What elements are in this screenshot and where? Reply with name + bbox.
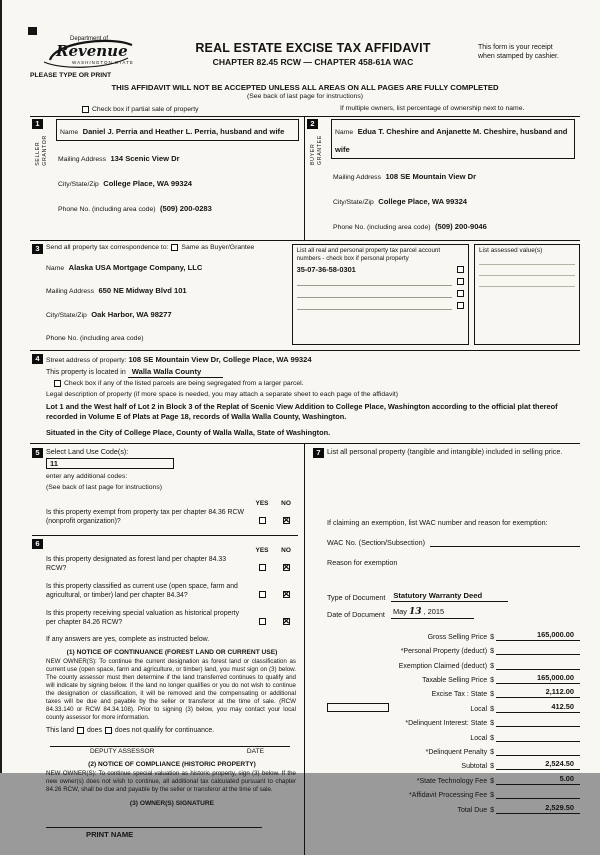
- fee-label: Taxable Selling Price: [422, 677, 488, 684]
- historic-yes-checkbox[interactable]: [259, 618, 266, 625]
- yes-no-header-5: [46, 500, 298, 507]
- if-yes-note: If any answers are yes, complete as instructed below.: [46, 635, 210, 643]
- land-use-section: [32, 447, 298, 528]
- affidavit-processing-fee-value[interactable]: [496, 797, 580, 799]
- exemption-prompt: If claiming an exemption, list WAC number and reason for exemption:: [327, 518, 548, 528]
- parcel-numbers-box: [292, 244, 469, 345]
- fee-row-exemption-claimed: [327, 655, 580, 669]
- forest-no-checkbox[interactable]: [283, 564, 290, 571]
- title-block: [148, 34, 478, 67]
- dollar-sign: $: [490, 806, 494, 814]
- dollar-sign: $: [490, 792, 494, 800]
- delinquent-interest-state-value[interactable]: [496, 725, 580, 727]
- correspondence-mailing-label: Mailing Address: [46, 288, 94, 295]
- correspondence-city-value: Oak Harbor, WA 98277: [91, 309, 172, 319]
- form-header: [30, 34, 580, 82]
- type-of-document-value[interactable]: Statutory Warranty Deed: [391, 591, 508, 602]
- parcel-1-personal-checkbox[interactable]: [457, 266, 464, 273]
- fee-row-local: [327, 698, 580, 712]
- dollar-sign: $: [490, 720, 494, 728]
- fee-row-delinquent-penalty: [327, 742, 580, 756]
- correspondence-mailing-field[interactable]: [46, 280, 284, 298]
- parcel-row-2: [297, 276, 464, 287]
- seller-name-label: Name: [60, 129, 79, 136]
- seller-city-value: College Place, WA 99324: [103, 179, 193, 188]
- fee-label: Excise Tax : State: [431, 691, 488, 699]
- seller-city-field[interactable]: [56, 173, 299, 191]
- excise-tax-state-value[interactable]: 2,112.00: [496, 687, 580, 698]
- seller-name-value: Daniel J. Perria and Heather L. Perria, husband and wife: [82, 127, 285, 136]
- fee-label: *Delinquent Interest: State: [405, 720, 488, 728]
- fee-row-processing-fee: [327, 785, 580, 799]
- fee-row-delinquent-interest-local: [327, 727, 580, 741]
- same-as-buyer-checkbox[interactable]: [171, 244, 178, 251]
- receipt-note: [478, 34, 580, 61]
- dollar-sign: $: [490, 763, 494, 771]
- dollar-sign: $: [490, 777, 494, 785]
- dollar-sign: $: [490, 662, 494, 670]
- wac-label: WAC No. (Section/Subsection): [327, 538, 425, 548]
- fee-label: Local: [470, 705, 488, 713]
- correspondence-fields: [46, 244, 292, 345]
- correspondence-phone-label: Phone No. (including area code): [46, 335, 144, 342]
- assessed-value-field[interactable]: [479, 265, 575, 276]
- tax-correspondence-section: [30, 240, 580, 350]
- fee-row-excise-state: [327, 684, 580, 698]
- no-header: NO: [281, 546, 291, 554]
- exempt-yes-checkbox[interactable]: [259, 517, 266, 524]
- seller-section: [30, 117, 305, 240]
- correspondence-phone-field[interactable]: [46, 327, 284, 345]
- personal-property-deduct-value[interactable]: [496, 653, 580, 655]
- print-name-block: [46, 816, 298, 839]
- dollar-sign: $: [490, 748, 494, 756]
- seller-phone-field[interactable]: [56, 198, 299, 216]
- excise-tax-local-value[interactable]: 412.50: [496, 702, 580, 713]
- seller-phone-value: (509) 200-0283: [159, 204, 212, 213]
- lower-columns: [30, 443, 580, 855]
- reason-blank-area[interactable]: [327, 567, 580, 585]
- section-4-number: 4: [32, 354, 43, 364]
- buyer-vertical-text: BUYER: [310, 143, 316, 165]
- buyer-mailing-label: Mailing Address: [333, 174, 381, 181]
- seller-mailing-field[interactable]: [56, 148, 299, 166]
- personal-property-section: [313, 447, 580, 814]
- section-7-number: 7: [313, 448, 324, 458]
- parcel-2-personal-checkbox[interactable]: [457, 278, 464, 285]
- buyer-name-value: Edua T. Cheshire and Anjanette M. Cheshire, husband and wife: [335, 127, 568, 154]
- street-address-label: Street address of property:: [46, 357, 127, 364]
- partial-sale-label: Check box if partial sale of property: [92, 105, 199, 113]
- parcel-row-3: [297, 288, 464, 299]
- parcel-area: [292, 244, 580, 345]
- historic-no-checkbox[interactable]: [283, 618, 290, 625]
- does-not-qualify-checkbox[interactable]: [105, 727, 112, 734]
- correspondence-name-field[interactable]: [46, 257, 284, 275]
- assessed-value-field[interactable]: [479, 254, 575, 265]
- fee-label: Local: [470, 734, 488, 742]
- exempt-question-text: Is this property exempt from property tax per chapter 84.36 RCW (nonprofit organization)?: [46, 508, 244, 525]
- parcel-2-field[interactable]: [297, 277, 452, 286]
- buyer-side-label: [310, 135, 323, 165]
- dollar-sign: $: [490, 633, 494, 641]
- acceptance-warning: THIS AFFIDAVIT WILL NOT BE ACCEPTED UNLESS ALL AREAS ON ALL PAGES ARE FULLY COMPLETED: [111, 83, 499, 92]
- county-value: Walla Walla County: [128, 367, 223, 378]
- personal-property-label: List all personal property (tangible and intangible) included in selling price.: [327, 446, 563, 456]
- send-correspondence-row: [46, 244, 284, 251]
- parties-section: [30, 116, 580, 240]
- segregated-label: Check box if any of the listed parcels are being segregated from a larger parcel.: [64, 380, 304, 387]
- section-5-number: 5: [32, 448, 43, 458]
- print-name-line[interactable]: [46, 816, 262, 828]
- situated-statement: Situated in the City of College Place, County of Walla Walla, State of Washington.: [46, 427, 331, 437]
- please-type-label: PLEASE TYPE OR PRINT: [30, 72, 112, 79]
- logo-dept-text: Department of: [70, 36, 109, 42]
- does-qualify-checkbox[interactable]: [77, 727, 84, 734]
- correspondence-mailing-value: 650 NE Midway Blvd 101: [98, 286, 187, 295]
- forest-question-row: [46, 556, 298, 575]
- fee-row-taxable: [327, 670, 580, 684]
- fee-label: Gross Selling Price: [427, 633, 488, 641]
- county-row: [46, 367, 576, 376]
- partial-sale-row: [82, 104, 580, 114]
- segregated-row: [54, 380, 576, 387]
- parcel-row-1: [297, 264, 464, 275]
- deputy-assessor-label: DEPUTY ASSESSOR: [90, 748, 155, 756]
- section-2-number: 2: [307, 119, 318, 129]
- dollar-sign: $: [490, 705, 494, 713]
- seller-vertical-text: SELLER: [35, 141, 41, 166]
- seller-city-label: City/State/Zip: [58, 181, 99, 188]
- fee-label: Total Due: [457, 806, 488, 814]
- assessed-values-header: List assessed value(s): [479, 247, 543, 254]
- seller-mailing-value: 134 Scenic View Dr: [110, 154, 180, 163]
- grantee-vertical-text: GRANTEE: [317, 135, 323, 165]
- date-of-document-value[interactable]: [391, 607, 474, 619]
- delinquent-penalty-value[interactable]: [496, 754, 580, 756]
- correspondence-name-value: Alaska USA Mortgage Company, LLC: [68, 262, 203, 272]
- date-day-handwritten: 13: [408, 607, 422, 618]
- fee-label: *Personal Property (deduct): [400, 648, 488, 656]
- dollar-sign: $: [490, 648, 494, 656]
- fee-label: Exemption Claimed (deduct): [398, 662, 488, 670]
- fee-row-gross: [327, 626, 580, 640]
- buyer-phone-field[interactable]: [331, 216, 575, 234]
- buyer-section: [305, 117, 580, 240]
- no-header: NO: [281, 499, 291, 507]
- right-column: [305, 444, 580, 855]
- date-month: May: [392, 607, 407, 617]
- date-of-document-label: Date of Document: [327, 610, 385, 620]
- dollar-sign: $: [490, 677, 494, 684]
- type-of-document-label: Type of Document: [327, 593, 386, 603]
- correspondence-city-field[interactable]: [46, 304, 284, 322]
- buyer-city-value: College Place, WA 99324: [378, 197, 468, 206]
- deputy-assessor-row: [46, 747, 298, 755]
- parcel-3-field[interactable]: [297, 289, 452, 298]
- buyer-city-label: City/State/Zip: [333, 199, 374, 206]
- buyer-city-field[interactable]: [331, 191, 575, 209]
- parcel-4-personal-checkbox[interactable]: [457, 302, 464, 309]
- forest-yes-checkbox[interactable]: [259, 564, 266, 571]
- print-name-label: PRINT NAME: [86, 830, 134, 840]
- historic-question-row: [46, 610, 298, 629]
- buyer-name-field[interactable]: [331, 119, 575, 159]
- buyer-phone-value: (509) 200-9046: [434, 222, 487, 231]
- street-address-value: 108 SE Mountain View Dr, College Place, WA 99324: [128, 355, 312, 364]
- deputy-assessor-signature-line[interactable]: [50, 734, 290, 747]
- see-back-note: (See back of last page for instructions): [247, 93, 363, 100]
- partial-sale-checkbox[interactable]: [82, 106, 89, 113]
- property-description-section: [30, 350, 580, 443]
- scan-edge-artifact: [0, 0, 2, 773]
- buyer-mailing-field[interactable]: [331, 166, 575, 184]
- notice-2-title: (2) NOTICE OF COMPLIANCE (HISTORIC PROPERTY): [88, 761, 256, 769]
- fee-row-technology-fee: [327, 770, 580, 784]
- legal-description-label: Legal description of property (if more space is needed, you may attach a separate sheet to each page of the affidavit): [46, 391, 399, 398]
- located-in-label: This property is located in: [46, 369, 126, 376]
- type-of-document-row: [327, 589, 580, 602]
- notice-1-title: (1) NOTICE OF CONTINUANCE (FOREST LAND OR CURRENT USE): [66, 648, 278, 656]
- assessed-value-field[interactable]: [479, 276, 575, 287]
- grantor-vertical-text: GRANTOR: [42, 135, 48, 166]
- section-3-number: 3: [32, 244, 43, 254]
- multiple-owners-note: If multiple owners, list percentage of ownership next to name.: [340, 105, 525, 112]
- correspondence-city-label: City/State/Zip: [46, 311, 87, 319]
- does-not-label: does not qualify for continuance.: [114, 727, 215, 735]
- exempt-no-checkbox[interactable]: [283, 517, 290, 524]
- dollar-sign: $: [490, 734, 494, 742]
- fee-label: *State Technology Fee: [416, 777, 488, 785]
- buyer-name-label: Name: [335, 129, 354, 136]
- fee-row-subtotal: [327, 756, 580, 770]
- assessed-values-box: [474, 244, 580, 345]
- section-1-number: 1: [32, 119, 43, 129]
- subtotal-value[interactable]: 2,524.50: [496, 759, 580, 770]
- fee-label: Subtotal: [461, 763, 488, 771]
- section-6-number: 6: [32, 539, 43, 549]
- taxable-selling-price-value[interactable]: 165,000.00: [496, 673, 580, 684]
- current-use-no-checkbox[interactable]: [283, 591, 290, 598]
- logo-state-text: WASHINGTON STATE: [72, 60, 134, 65]
- seller-phone-label: Phone No. (including area code): [58, 206, 156, 213]
- seller-side-label: [35, 135, 48, 166]
- fee-row-personal-property: [327, 641, 580, 655]
- land-use-label: Select Land Use Code(s):: [46, 446, 129, 456]
- parcel-3-personal-checkbox[interactable]: [457, 290, 464, 297]
- notice-2-body: NEW OWNER(S): To continue special valuation as historic property, sign (3) below. If the new owner(s) does not wish to continue, all additional tax calculated pursuant to chapter 84.26 RCW, shall be due and payable by the seller or transferor at the time of sale.: [46, 770, 296, 794]
- personal-property-blank-area[interactable]: [327, 456, 580, 518]
- see-back-note-2: (See back of last page for instructions): [46, 483, 162, 491]
- buyer-mailing-value: 108 SE Mountain View Dr: [385, 172, 477, 181]
- parcel-number-value: 35-07-36-58-0301: [296, 264, 356, 274]
- continuance-row: [46, 727, 298, 734]
- date-label: DATE: [246, 748, 264, 756]
- parcel-header: List all real and personal property tax parcel account numbers - check box if personal property: [296, 247, 441, 262]
- wac-number-field[interactable]: [430, 538, 580, 547]
- receipt-note-line2: when stamped by cashier.: [478, 53, 559, 61]
- fee-label: *Affidavit Processing Fee: [409, 792, 488, 800]
- forest-question-text: Is this property designated as forest land per chapter 84.33 RCW?: [46, 555, 227, 572]
- current-use-yes-checkbox[interactable]: [259, 591, 266, 598]
- form-subtitle: CHAPTER 82.45 RCW — CHAPTER 458-61A WAC: [212, 57, 414, 67]
- date-year: , 2015: [423, 607, 445, 617]
- notice-3-title: (3) OWNER(S) SIGNATURE: [129, 800, 215, 808]
- buyer-phone-label: Phone No. (including area code): [333, 224, 431, 231]
- seller-name-field[interactable]: [56, 119, 299, 141]
- additional-codes-label: enter any additional codes:: [46, 472, 128, 480]
- exemption-claimed-value[interactable]: [496, 668, 580, 670]
- fee-label: *Delinquent Penalty: [425, 748, 488, 756]
- historic-question-text: Is this property receiving special valuation as historical property per chapter 84.26 RCW?: [46, 609, 240, 626]
- notice-1-body: NEW OWNER(S): To continue the current designation as forest land or classification as current use (open space, farm and agriculture, or timber) land, you must sign on (3) below. The county assessor must then determine if the land transferred continues to qualify and will indicate by signing below. If the land no longer qualifies or you do not wish to continue the designation or classification, it will be removed and the compensating or additional taxes will be due and payable by the seller or transferor at the time of sale. (RCW 84.33.140 or RCW 84.34.108). Prior to signing (3) below, you may contact your local county assessor for more information.: [46, 657, 296, 722]
- gross-selling-price-value[interactable]: 165,000.00: [496, 630, 580, 641]
- fee-row-delinquent-interest-state: [327, 713, 580, 727]
- reason-for-exemption-label: Reason for exemption: [327, 558, 398, 568]
- correspondence-name-label: Name: [46, 264, 65, 272]
- form-title: REAL ESTATE EXCISE TAX AFFIDAVIT: [195, 41, 431, 55]
- send-correspondence-label: Send all property tax correspondence to:: [46, 244, 169, 251]
- local-rate-box[interactable]: [327, 703, 389, 712]
- yes-no-header-6: [46, 547, 298, 554]
- current-use-question-row: [46, 583, 298, 602]
- fee-row-total-due: [327, 799, 580, 813]
- logo-revenue-text: Revenue: [56, 42, 128, 60]
- street-address-row: [46, 355, 576, 364]
- segregated-checkbox[interactable]: [54, 380, 61, 387]
- receipt-note-line1: This form is your receipt: [478, 44, 553, 51]
- parcel-row-4: [297, 300, 464, 311]
- parcel-4-field[interactable]: [297, 301, 452, 310]
- legal-description-value: Lot 1 and the West half of Lot 2 in Block 3 of the Replat of Scenic View Addition to College Place, Washington according to the official plat thereof recorded in Volume E of Plats at Page 18, records of Walla Walla County, Washington.: [46, 402, 558, 422]
- dollar-sign: $: [490, 691, 494, 699]
- left-column: [30, 444, 305, 855]
- state-technology-fee-value[interactable]: 5.00: [496, 774, 580, 785]
- does-label: does: [86, 727, 102, 735]
- current-use-question-text: Is this property classified as current use (open space, farm and agricultural, or timber) land per chapter 84.34?: [46, 582, 238, 599]
- continuance-prefix: This land: [46, 727, 74, 735]
- wac-row: [327, 538, 580, 547]
- exempt-question-row: [46, 509, 298, 528]
- yes-header: YES: [255, 499, 269, 507]
- delinquent-interest-local-value[interactable]: [496, 740, 580, 742]
- date-of-document-row: [327, 606, 580, 619]
- yes-header: YES: [255, 546, 269, 554]
- designation-section: [32, 535, 298, 840]
- fee-table: [327, 626, 580, 813]
- total-due-value[interactable]: 2,529.50: [496, 803, 580, 814]
- land-use-code-field[interactable]: 11: [46, 458, 174, 469]
- seller-mailing-label: Mailing Address: [58, 156, 106, 163]
- revenue-logo: [30, 34, 148, 82]
- same-as-buyer-label: Same as Buyer/Grantee: [181, 244, 255, 251]
